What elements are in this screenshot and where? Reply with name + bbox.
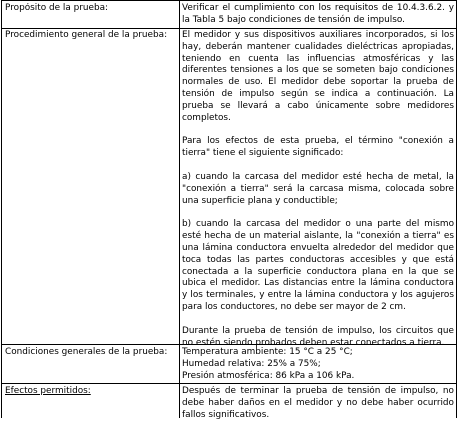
table-row-purpose: [1, 1, 457, 29]
procedure-paragraph-during-test: Durante la prueba de tensión de impulso, los circuitos que no estén siendo probados deben estar conectados a tierra.: [182, 325, 454, 348]
content-conditions: [182, 347, 454, 382]
table-column-divider: [179, 1, 180, 418]
content-effects: [182, 386, 454, 421]
condition-pressure: Presión atmosférica: 86 kPa a 106 kPa.: [182, 370, 355, 381]
condition-humidity: Humedad relativa: 25% a 75%;: [182, 358, 321, 369]
table-border-right: [456, 1, 457, 418]
requirements-table: [1, 0, 457, 418]
effects-text: Después de terminar la prueba de tensión de impulso, no debe haber daños en el medidor y no debe haber ocurrido fallos significativos.: [182, 386, 454, 420]
label-effects: Efectos permitidos:: [5, 386, 91, 396]
condition-temperature: Temperatura ambiente: 15 °C a 25 °C;: [182, 347, 353, 357]
procedure-paragraph-intro: El medidor y sus dispositivos auxiliares incorporados, si los hay, deberán mantener cualidades dieléctricas apropiadas, teniendo en cuenta las influencias atmosféricas y las diferentes tensiones a los que se someten bajo condiciones normales de uso. El medidor debe soportar la prueba de tensión de impulso según se indica a continuación. La prueba se llevará a cabo únicamente sobre medidores completos.: [182, 30, 454, 123]
procedure-paragraph-definition: Para los efectos de esta prueba, el término "conexión a tierra" tiene el siguiente significado:: [182, 136, 454, 159]
table-row-procedure: [1, 29, 457, 348]
procedure-paragraph-b: b) cuando la carcasa del medidor o una parte del mismo esté hecha de un material aislante, la "conexión a tierra" es una lámina conductora envuelta alrededor del medidor que toca todas las partes conductoras accesibles y que está conectada a la superficie conductora plana en la que se ubica el medidor. Las distancias entre la lámina conductora y los terminales, y entre la lámina conductora y los agujeros para los conductores, no debe ser mayor de 2 cm.: [182, 219, 454, 312]
content-purpose: [182, 3, 454, 27]
procedure-paragraph-a: a) cuando la carcasa del medidor esté hecha de metal, la "conexión a tierra" será la carcasa misma, colocada sobre una superficie plana y conductible;: [182, 171, 454, 206]
label-purpose: Propósito de la prueba:: [5, 3, 109, 13]
content-procedure: [182, 30, 454, 349]
table-border-left: [1, 1, 2, 418]
purpose-text: Verificar el cumplimiento con los requisitos de 10.4.3.6.2. y la Tabla 5 bajo condiciones de tensión de impulso.: [182, 3, 454, 25]
table-row-effects: [1, 384, 457, 418]
label-conditions: Condiciones generales de la prueba:: [5, 347, 168, 357]
label-procedure: Procedimiento general de la prueba:: [5, 30, 168, 40]
table-row-conditions: [1, 345, 457, 384]
